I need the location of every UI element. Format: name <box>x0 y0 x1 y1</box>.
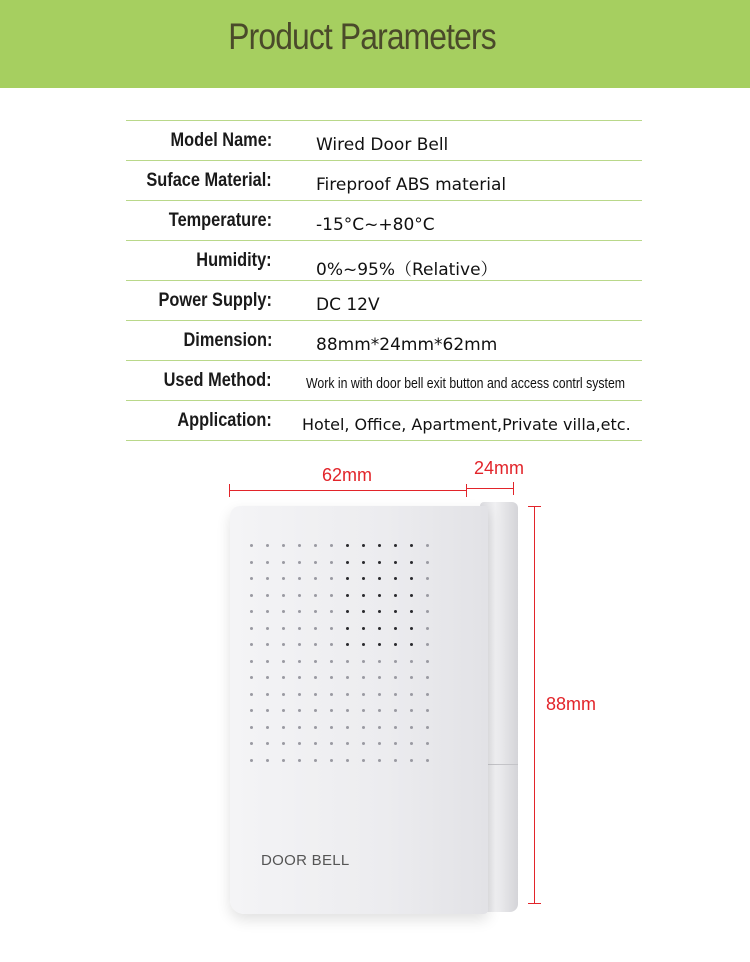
grille-hole <box>394 594 397 597</box>
grille-hole <box>378 709 381 712</box>
grille-hole <box>426 561 429 564</box>
grille-hole <box>330 742 333 745</box>
grille-hole <box>410 561 413 564</box>
grille-hole <box>330 577 333 580</box>
grille-hole <box>330 561 333 564</box>
grille-hole <box>394 627 397 630</box>
grille-hole <box>282 676 285 679</box>
grille-hole <box>314 544 317 547</box>
depth-dimension-label: 24mm <box>474 458 525 478</box>
grille-hole <box>426 544 429 547</box>
param-row-surface-material <box>126 160 642 200</box>
grille-hole <box>362 544 365 547</box>
grille-hole <box>346 676 349 679</box>
grille-hole <box>314 759 317 762</box>
grille-hole <box>250 709 253 712</box>
grille-hole <box>282 742 285 745</box>
param-row-used-method <box>126 360 642 400</box>
grille-hole <box>362 594 365 597</box>
grille-hole <box>314 561 317 564</box>
grille-hole <box>410 577 413 580</box>
grille-hole <box>330 610 333 613</box>
grille-hole <box>394 577 397 580</box>
grille-hole <box>266 742 269 745</box>
grille-hole <box>410 676 413 679</box>
grille-hole <box>314 594 317 597</box>
grille-hole <box>266 544 269 547</box>
grille-hole <box>266 693 269 696</box>
grille-hole <box>394 561 397 564</box>
grille-hole <box>426 693 429 696</box>
param-row-humidity <box>126 240 642 280</box>
param-value: DC 12V <box>316 295 380 315</box>
grille-hole <box>426 594 429 597</box>
grille-hole <box>298 726 301 729</box>
grille-hole <box>378 610 381 613</box>
grille-hole <box>282 544 285 547</box>
grille-hole <box>314 693 317 696</box>
grille-hole <box>394 759 397 762</box>
grille-hole <box>314 610 317 613</box>
depth-dimension-tick-right <box>513 482 514 495</box>
grille-hole <box>410 759 413 762</box>
grille-hole <box>346 709 349 712</box>
param-label: Application: <box>177 410 272 431</box>
grille-hole <box>346 577 349 580</box>
grille-hole <box>378 676 381 679</box>
grille-hole <box>266 726 269 729</box>
param-label: Temperature: <box>168 210 272 231</box>
grille-hole <box>298 627 301 630</box>
width-dimension-label: 62mm <box>322 465 373 485</box>
grille-hole <box>362 709 365 712</box>
page-title: Product Parameters <box>228 16 496 57</box>
grille-hole <box>426 709 429 712</box>
grille-hole <box>282 610 285 613</box>
grille-hole <box>266 709 269 712</box>
grille-hole <box>346 693 349 696</box>
width-dimension-tick-left <box>229 484 230 497</box>
grille-hole <box>362 726 365 729</box>
grille-hole <box>298 544 301 547</box>
grille-hole <box>250 544 253 547</box>
grille-hole <box>362 627 365 630</box>
grille-hole <box>346 561 349 564</box>
grille-hole <box>250 627 253 630</box>
grille-hole <box>314 709 317 712</box>
grille-hole <box>298 676 301 679</box>
param-value: Hotel, Office, Apartment,Private villa,etc. <box>302 415 631 434</box>
grille-hole <box>314 577 317 580</box>
param-row-power-supply <box>126 280 642 320</box>
grille-hole <box>250 726 253 729</box>
grille-hole <box>378 660 381 663</box>
grille-hole <box>298 759 301 762</box>
grille-hole <box>298 643 301 646</box>
grille-hole <box>330 544 333 547</box>
grille-hole <box>346 610 349 613</box>
grille-hole <box>282 693 285 696</box>
grille-hole <box>362 693 365 696</box>
grille-hole <box>394 726 397 729</box>
grille-hole <box>298 561 301 564</box>
depth-dimension-line <box>466 488 514 489</box>
grille-hole <box>250 561 253 564</box>
grille-hole <box>298 577 301 580</box>
param-label: Model Name: <box>170 130 272 151</box>
grille-hole <box>426 577 429 580</box>
grille-hole <box>346 643 349 646</box>
grille-hole <box>346 759 349 762</box>
grille-hole <box>346 594 349 597</box>
grille-hole <box>282 709 285 712</box>
grille-hole <box>410 693 413 696</box>
grille-hole <box>330 709 333 712</box>
grille-hole <box>266 643 269 646</box>
param-row-application <box>126 400 642 441</box>
grille-hole <box>426 627 429 630</box>
grille-hole <box>378 627 381 630</box>
grille-hole <box>330 726 333 729</box>
grille-hole <box>362 676 365 679</box>
grille-hole <box>378 693 381 696</box>
grille-hole <box>250 577 253 580</box>
grille-hole <box>378 561 381 564</box>
grille-hole <box>378 577 381 580</box>
grille-hole <box>394 544 397 547</box>
grille-hole <box>394 742 397 745</box>
param-row-temperature <box>126 200 642 240</box>
grille-hole <box>394 643 397 646</box>
grille-hole <box>266 759 269 762</box>
grille-hole <box>410 627 413 630</box>
grille-hole <box>266 676 269 679</box>
grille-hole <box>314 726 317 729</box>
grille-hole <box>362 643 365 646</box>
grille-hole <box>394 660 397 663</box>
height-dimension-label: 88mm <box>546 694 597 714</box>
param-value: Wired Door Bell <box>316 135 449 155</box>
grille-hole <box>394 693 397 696</box>
grille-hole <box>298 693 301 696</box>
grille-hole <box>410 726 413 729</box>
grille-hole <box>426 643 429 646</box>
grille-hole <box>330 627 333 630</box>
grille-hole <box>378 594 381 597</box>
grille-hole <box>282 660 285 663</box>
grille-hole <box>394 676 397 679</box>
grille-hole <box>266 660 269 663</box>
grille-hole <box>330 643 333 646</box>
device-brand-label: DOOR BELL <box>261 852 350 869</box>
grille-hole <box>282 627 285 630</box>
grille-hole <box>330 693 333 696</box>
param-row-model-name <box>126 120 642 160</box>
grille-hole <box>282 561 285 564</box>
height-dimension-line <box>534 506 535 904</box>
grille-hole <box>250 759 253 762</box>
grille-hole <box>298 742 301 745</box>
grille-hole <box>266 594 269 597</box>
grille-hole <box>298 709 301 712</box>
param-label: Used Method: <box>163 370 272 391</box>
grille-hole <box>426 742 429 745</box>
grille-hole <box>314 660 317 663</box>
grille-hole <box>410 610 413 613</box>
grille-hole <box>250 676 253 679</box>
grille-hole <box>266 627 269 630</box>
grille-hole <box>426 759 429 762</box>
param-value: Fireproof ABS material <box>316 175 507 195</box>
header-banner <box>0 0 750 88</box>
grille-hole <box>266 577 269 580</box>
param-label: Dimension: <box>183 330 272 351</box>
grille-hole <box>410 594 413 597</box>
grille-hole <box>314 643 317 646</box>
grille-hole <box>362 577 365 580</box>
grille-hole <box>346 742 349 745</box>
grille-hole <box>346 544 349 547</box>
grille-hole <box>314 676 317 679</box>
grille-hole <box>330 660 333 663</box>
grille-hole <box>282 759 285 762</box>
grille-hole <box>378 643 381 646</box>
grille-hole <box>250 594 253 597</box>
grille-hole <box>298 660 301 663</box>
grille-hole <box>426 726 429 729</box>
grille-hole <box>282 577 285 580</box>
grille-hole <box>314 742 317 745</box>
grille-hole <box>410 660 413 663</box>
grille-hole <box>394 709 397 712</box>
grille-hole <box>314 627 317 630</box>
grille-hole <box>410 709 413 712</box>
grille-hole <box>250 643 253 646</box>
grille-hole <box>362 660 365 663</box>
width-dimension-line <box>229 490 467 491</box>
grille-hole <box>330 594 333 597</box>
grille-hole <box>362 610 365 613</box>
door-bell-device <box>230 502 520 917</box>
parameters-table <box>126 120 642 441</box>
grille-hole <box>394 610 397 613</box>
grille-hole <box>330 676 333 679</box>
grille-hole <box>298 594 301 597</box>
grille-hole <box>410 544 413 547</box>
param-label: Suface Material: <box>146 170 272 191</box>
param-value: -15°C~+80°C <box>316 215 435 235</box>
grille-hole <box>378 726 381 729</box>
device-front-panel <box>230 506 488 914</box>
height-dimension-tick-bottom <box>528 903 541 904</box>
param-value: 88mm*24mm*62mm <box>316 335 498 355</box>
param-label: Humidity: <box>196 250 272 271</box>
param-row-dimension <box>126 320 642 360</box>
grille-hole <box>266 561 269 564</box>
grille-hole <box>426 676 429 679</box>
grille-hole <box>362 561 365 564</box>
grille-hole <box>378 742 381 745</box>
grille-hole <box>378 759 381 762</box>
grille-hole <box>346 627 349 630</box>
grille-hole <box>378 544 381 547</box>
grille-hole <box>266 610 269 613</box>
grille-hole <box>346 726 349 729</box>
grille-hole <box>250 660 253 663</box>
width-dimension-tick-right <box>466 484 467 497</box>
param-value: 0%~95%（Relative） <box>316 260 498 280</box>
grille-hole <box>426 660 429 663</box>
grille-hole <box>250 742 253 745</box>
grille-hole <box>362 759 365 762</box>
grille-hole <box>250 693 253 696</box>
grille-hole <box>298 610 301 613</box>
grille-hole <box>282 726 285 729</box>
grille-hole <box>410 742 413 745</box>
grille-hole <box>282 643 285 646</box>
param-value: Work in with door bell exit button and access contrl system <box>306 375 626 392</box>
grille-hole <box>410 643 413 646</box>
param-label: Power Supply: <box>158 290 272 311</box>
grille-hole <box>282 594 285 597</box>
height-dimension-tick-top <box>528 506 541 507</box>
grille-hole <box>426 610 429 613</box>
grille-hole <box>330 759 333 762</box>
grille-hole <box>346 660 349 663</box>
grille-hole <box>250 610 253 613</box>
grille-hole <box>362 742 365 745</box>
